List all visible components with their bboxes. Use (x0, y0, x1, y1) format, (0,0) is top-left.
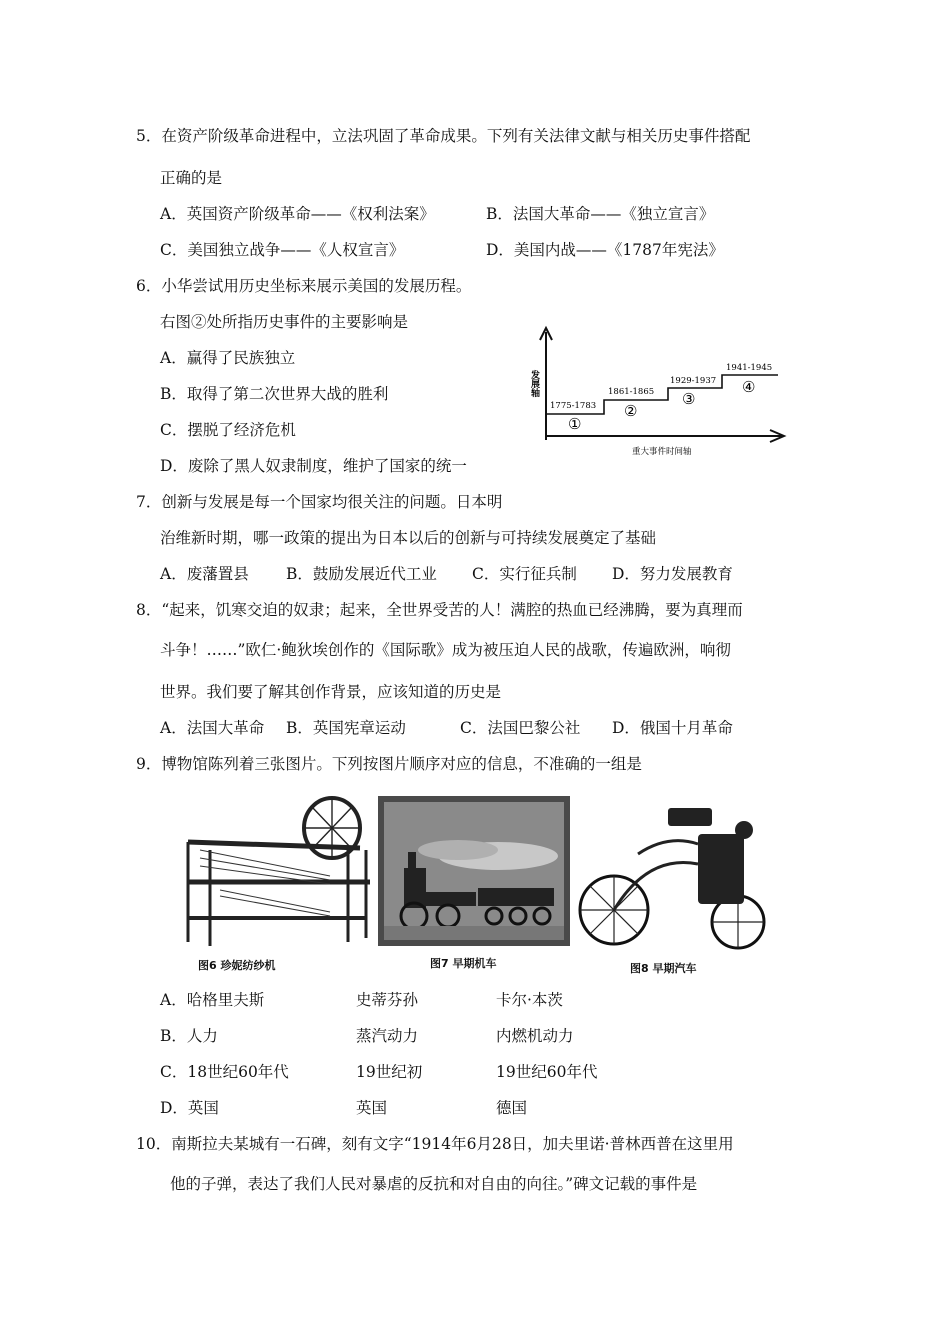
q5-stem-line2: 正确的是 (160, 169, 223, 187)
q9-row-a-col2: 史蒂芬孙 (356, 991, 419, 1009)
q9-row-d-col3: 德国 (496, 1099, 528, 1117)
spinning-jenny-image (180, 790, 380, 950)
q6-stem-line1: 6．小华尝试用历史坐标来展示美国的发展历程。 (136, 277, 472, 295)
q10-stem-line2: 他的子弹，表达了我们人民对暴虐的反抗和对自由的向往。”碑文记载的事件是 (170, 1175, 698, 1193)
q5-option-a: A．英国资产阶级革命——《权利法案》 (160, 205, 435, 223)
marker-3: ③ (682, 390, 696, 408)
y-axis-label: 发展轴 (529, 370, 539, 397)
caption-fig8: 图8 早期汽车 (630, 962, 697, 975)
q8-stem-line2: 斗争！……”欧仁·鲍狄埃创作的《国际歌》成为被压迫人民的战歌，传遍欧洲，响彻 (160, 641, 731, 659)
q8-stem-line3: 世界。我们要了解其创作背景，应该知道的历史是 (160, 683, 502, 701)
q6-option-a: A．赢得了民族独立 (160, 349, 296, 367)
q9-row-b-col1: B．人力 (160, 1027, 218, 1045)
marker-1: ① (568, 415, 582, 433)
q9-row-d-col1: D．英国 (160, 1099, 219, 1117)
q9-row-b-col2: 蒸汽动力 (356, 1027, 419, 1045)
period-3: 1929-1937 (670, 376, 717, 386)
early-locomotive-image (378, 796, 570, 946)
period-4: 1941-1945 (726, 363, 773, 373)
q9-stem: 9．博物馆陈列着三张图片。下列按图片顺序对应的信息，不准确的一组是 (136, 755, 642, 773)
q9-row-c-col1: C．18世纪60年代 (160, 1063, 289, 1081)
marker-4: ④ (742, 378, 756, 396)
marker-2: ② (624, 402, 638, 420)
q9-row-b-col3: 内燃机动力 (496, 1027, 574, 1045)
q8-option-b: B．英国宪章运动 (286, 719, 406, 737)
q8-stem-line1: 8．“起来，饥寒交迫的奴隶；起来，全世界受苦的人！满腔的热血已经沸腾，要为真理而 (136, 601, 743, 619)
q5-option-c: C．美国独立战争——《人权宣言》 (160, 241, 405, 259)
caption-fig6: 图6 珍妮纺纱机 (198, 959, 276, 972)
q6-option-c: C．摆脱了经济危机 (160, 421, 296, 439)
q9-row-d-col2: 英国 (356, 1099, 388, 1117)
q6-option-d: D．废除了黑人奴隶制度，维护了国家的统一 (160, 457, 467, 475)
q7-stem-line2: 治维新时期，哪一政策的提出为日本以后的创新与可持续发展奠定了基础 (160, 529, 657, 547)
q8-option-d: D．俄国十月革命 (612, 719, 733, 737)
q9-row-a-col3: 卡尔·本茨 (496, 991, 563, 1009)
q7-option-b: B．鼓励发展近代工业 (286, 565, 437, 583)
q7-stem-line1: 7．创新与发展是每一个国家均很关注的问题。日本明 (136, 493, 503, 511)
q5-option-b: B．法国大革命——《独立宣言》 (486, 205, 715, 223)
q9-row-c-col2: 19世纪初 (356, 1063, 423, 1081)
caption-fig7: 图7 早期机车 (430, 957, 497, 970)
q10-stem-line1: 10．南斯拉夫某城有一石碑，刻有文字“1914年6月28日，加夫里诺·普林西普在这里用 (136, 1135, 734, 1153)
period-2: 1861-1865 (608, 387, 655, 397)
q6-stem-line2: 右图②处所指历史事件的主要影响是 (160, 313, 409, 331)
q8-option-a: A．法国大革命 (160, 719, 265, 737)
period-1: 1775-1783 (550, 401, 597, 411)
q6-option-b: B．取得了第二次世界大战的胜利 (160, 385, 389, 403)
q7-option-c: C．实行征兵制 (472, 565, 577, 583)
q6-timeline-figure (520, 322, 800, 462)
early-automobile-image (578, 794, 768, 954)
q8-option-c: C．法国巴黎公社 (460, 719, 581, 737)
q5-option-d: D．美国内战——《1787年宪法》 (486, 241, 724, 259)
x-axis-label: 重大事件时间轴 (632, 447, 692, 457)
q7-option-d: D．努力发展教育 (612, 565, 733, 583)
q5-stem-line1: 5．在资产阶级革命进程中，立法巩固了革命成果。下列有关法律文献与相关历史事件搭配 (136, 127, 751, 145)
q7-option-a: A．废藩置县 (160, 565, 249, 583)
q9-row-c-col3: 19世纪60年代 (496, 1063, 598, 1081)
q9-row-a-col1: A．哈格里夫斯 (160, 991, 265, 1009)
